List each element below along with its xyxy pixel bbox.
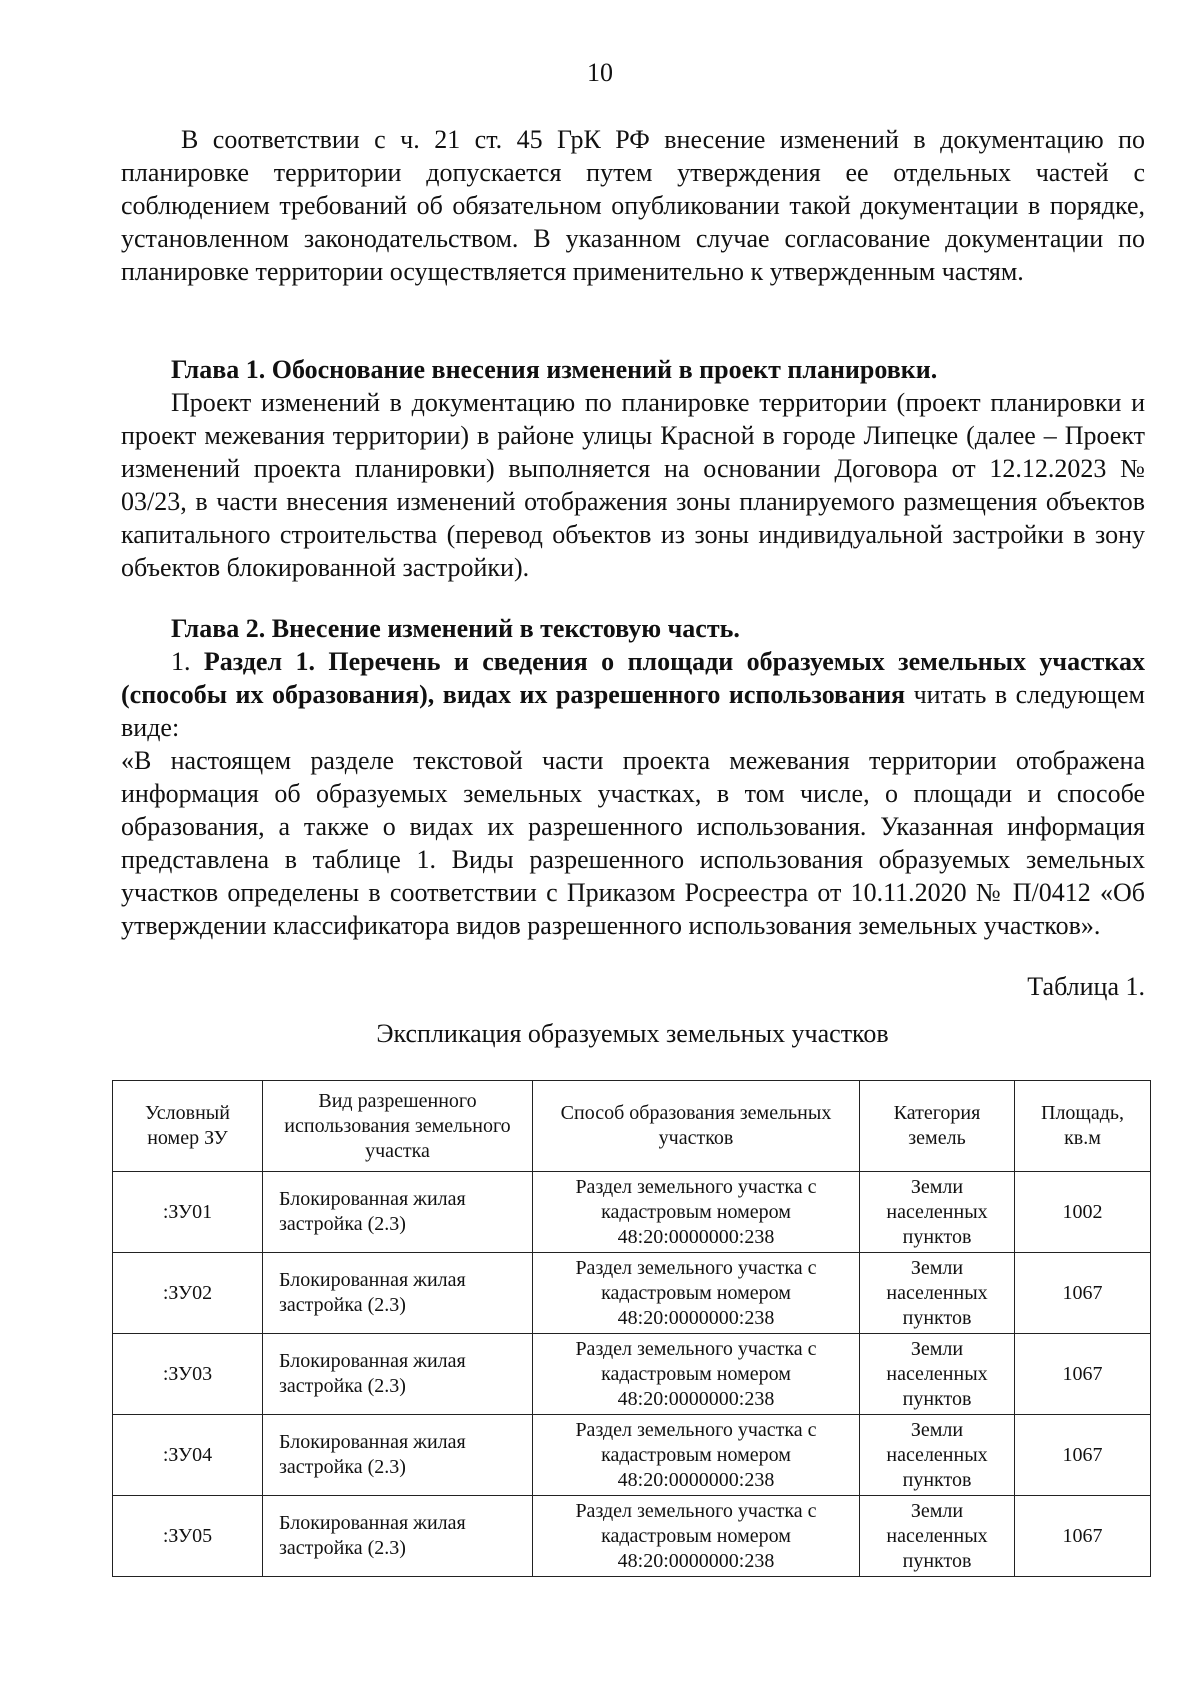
table-row: [113, 1334, 1151, 1415]
page-number: 10: [587, 58, 613, 87]
cell-id: :ЗУ04: [113, 1415, 263, 1496]
cell-method: Раздел земельного участка с кадастровым номером 48:20:0000000:238: [533, 1415, 860, 1496]
cell-method: Раздел земельного участка с кадастровым номером 48:20:0000000:238: [533, 1172, 860, 1253]
quote-paragraph: «В настоящем разделе текстовой части проекта межевания территории отображена информация об образуемых земельных участках, в том числе, о площади и способе образования, а также о видах их разрешенного использования. Указанная информация представлена в таблице 1. Виды разрешенного использования образуемых земельных участков определены в соответствии с Приказом Росреестра от 10.11.2020 № П/0412 «Об утверждении классификатора видов разрешенного использования земельных участков».: [121, 746, 1145, 940]
cell-area: 1067: [1015, 1253, 1151, 1334]
table-row: [113, 1172, 1151, 1253]
header-method: Способ образования земельных участков: [533, 1081, 860, 1172]
table-row: [113, 1253, 1151, 1334]
table-row: [113, 1496, 1151, 1577]
header-id: Условный номер ЗУ: [113, 1081, 263, 1172]
cell-category: Земли населенных пунктов: [860, 1415, 1015, 1496]
cell-id: :ЗУ01: [113, 1172, 263, 1253]
table-title: Экспликация образуемых земельных участков: [376, 1019, 889, 1048]
item-bold-title: Раздел 1. Перечень и сведения о площади образуемых земельных участках (способы их образования), видах их разрешенного использования: [121, 647, 1145, 709]
cell-use: Блокированная жилая застройка (2.3): [263, 1172, 533, 1253]
chapter-1-section: [121, 353, 1145, 584]
explication-table: [112, 1080, 1151, 1577]
cell-id: :ЗУ02: [113, 1253, 263, 1334]
cell-method: Раздел земельного участка с кадастровым номером 48:20:0000000:238: [533, 1253, 860, 1334]
item-number: 1.: [171, 647, 191, 676]
cell-id: :ЗУ05: [113, 1496, 263, 1577]
header-area: Площадь, кв.м: [1015, 1081, 1151, 1172]
chapter-2-item: [121, 645, 1145, 744]
chapter-2-heading: Глава 2. Внесение изменений в текстовую часть.: [171, 614, 740, 643]
cell-category: Земли населенных пунктов: [860, 1253, 1015, 1334]
intro-section: [121, 123, 1145, 288]
cell-use: Блокированная жилая застройка (2.3): [263, 1334, 533, 1415]
cell-category: Земли населенных пунктов: [860, 1172, 1015, 1253]
cell-category: Земли населенных пунктов: [860, 1496, 1015, 1577]
cell-area: 1067: [1015, 1496, 1151, 1577]
cell-id: :ЗУ03: [113, 1334, 263, 1415]
cell-use: Блокированная жилая застройка (2.3): [263, 1496, 533, 1577]
cell-area: 1067: [1015, 1334, 1151, 1415]
cell-use: Блокированная жилая застройка (2.3): [263, 1415, 533, 1496]
chapter-1-paragraph: Проект изменений в документацию по планировке территории (проект планировки и проект межевания территории) в районе улицы Красной в городе Липецке (далее – Проект изменений проекта планировки) выполняется на основании Договора от 12.12.2023 № 03/23, в части внесения изменений отображения зоны планируемого размещения объектов капитального строительства (перевод объектов из зоны индивидуальной застройки в зону объектов блокированной застройки).: [121, 388, 1145, 582]
cell-method: Раздел земельного участка с кадастровым номером 48:20:0000000:238: [533, 1496, 860, 1577]
header-use: Вид разрешенного использования земельного участка: [263, 1081, 533, 1172]
item-rest: читать в следующем виде:: [121, 680, 1145, 742]
cell-area: 1067: [1015, 1415, 1151, 1496]
chapter-1-heading: Глава 1. Обоснование внесения изменений в проект планировки.: [171, 355, 938, 384]
cell-category: Земли населенных пунктов: [860, 1334, 1015, 1415]
cell-use: Блокированная жилая застройка (2.3): [263, 1253, 533, 1334]
header-category: Категория земель: [860, 1081, 1015, 1172]
intro-paragraph: В соответствии с ч. 21 ст. 45 ГрК РФ внесение изменений в документацию по планировке территории допускается путем утверждения ее отдельных частей с соблюдением требований об обязательном опубликовании такой документации в порядке, установленном законодательством. В указанном случае согласование документации по планировке территории осуществляется применительно к утвержденным частям.: [121, 125, 1145, 286]
cell-method: Раздел земельного участка с кадастровым номером 48:20:0000000:238: [533, 1334, 860, 1415]
chapter-2-section: [121, 612, 1145, 942]
table-label: Таблица 1.: [1027, 972, 1145, 1001]
table-row: [113, 1415, 1151, 1496]
cell-area: 1002: [1015, 1172, 1151, 1253]
table-header-row: [113, 1081, 1151, 1172]
